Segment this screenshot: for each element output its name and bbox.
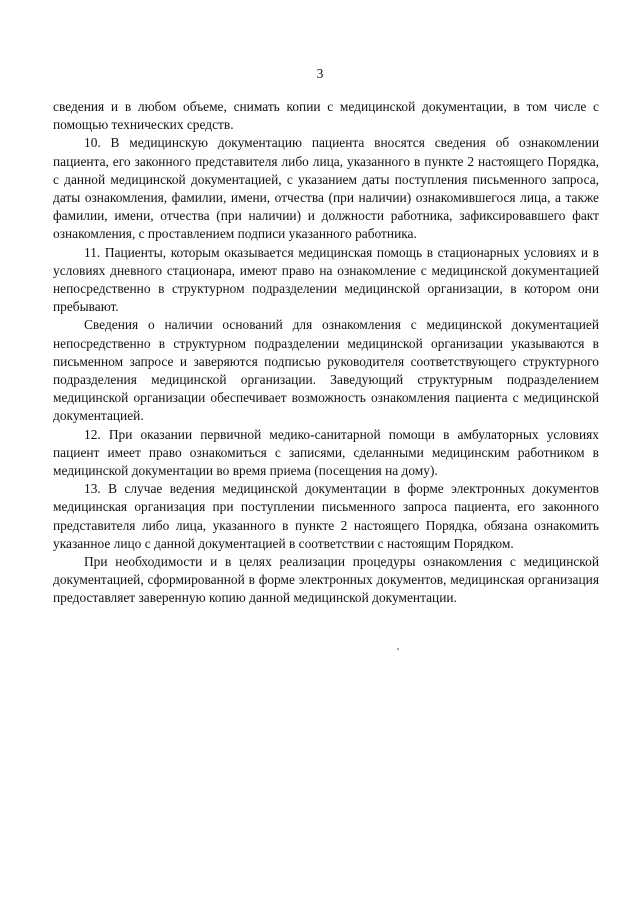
paragraph-item-10: 10. В медицинскую документацию пациента вносятся сведения об ознакомлении пациента, его законного представителя либо лица, указанного в пункте 2 настоящего Порядка, с данной медицинской документацией, с указанием даты поступления письменного запроса, даты ознакомления, фамилии, имени, отчества (при наличии) ознакомившегося лица, а также фамилии, имени, отчества (при наличии) и должности работника, зафиксировавшего факт ознакомления, с проставлением подписи указанного работника.: [53, 135, 599, 242]
scan-speck: [397, 648, 399, 650]
paragraph-item-11: 11. Пациенты, которым оказывается медицинская помощь в стационарных условиях и в условиях дневного стационара, имеют право на ознакомление с медицинской документацией непосредственно в структурном подразделении медицинской организации, в котором они пребывают.: [53, 244, 599, 315]
document-body: [53, 98, 599, 608]
paragraph-item-13: 13. В случае ведения медицинской документации в форме электронных документов медицинская организация при поступлении письменного запроса пациента, его законного представителя либо лица, указанного в пункте 2 настоящего Порядка, обязана ознакомить указанное лицо с данной документацией в соответствии с настоящим Порядком.: [53, 481, 599, 551]
paragraph-item-11-details: Сведения о наличии оснований для ознакомления с медицинской документацией непосредственно в структурном подразделении медицинской организации указываются в письменном запросе и заверяются подписью руководителя соответствующего структурного подразделения медицинской организации. Заведующий структурным подразделением медицинской организации обеспечивает возможность ознакомления пациента с медицинской документацией.: [53, 317, 599, 424]
paragraph-continuation: сведения и в любом объеме, снимать копии с медицинской документации, в том числе с помощью технических средств.: [53, 99, 599, 133]
paragraph-item-13-details: При необходимости и в целях реализации процедуры ознакомления с медицинской документацией, сформированной в форме электронных документов, медицинская организация предоставляет заверенную копию данной медицинской документации.: [53, 554, 599, 606]
paragraph-item-12: 12. При оказании первичной медико-санитарной помощи в амбулаторных условиях пациент имеет право ознакомиться с записями, сделанными медицинским работником в медицинской документации во время приема (посещения на дому).: [53, 426, 599, 479]
page-number: 3: [316, 66, 324, 81]
